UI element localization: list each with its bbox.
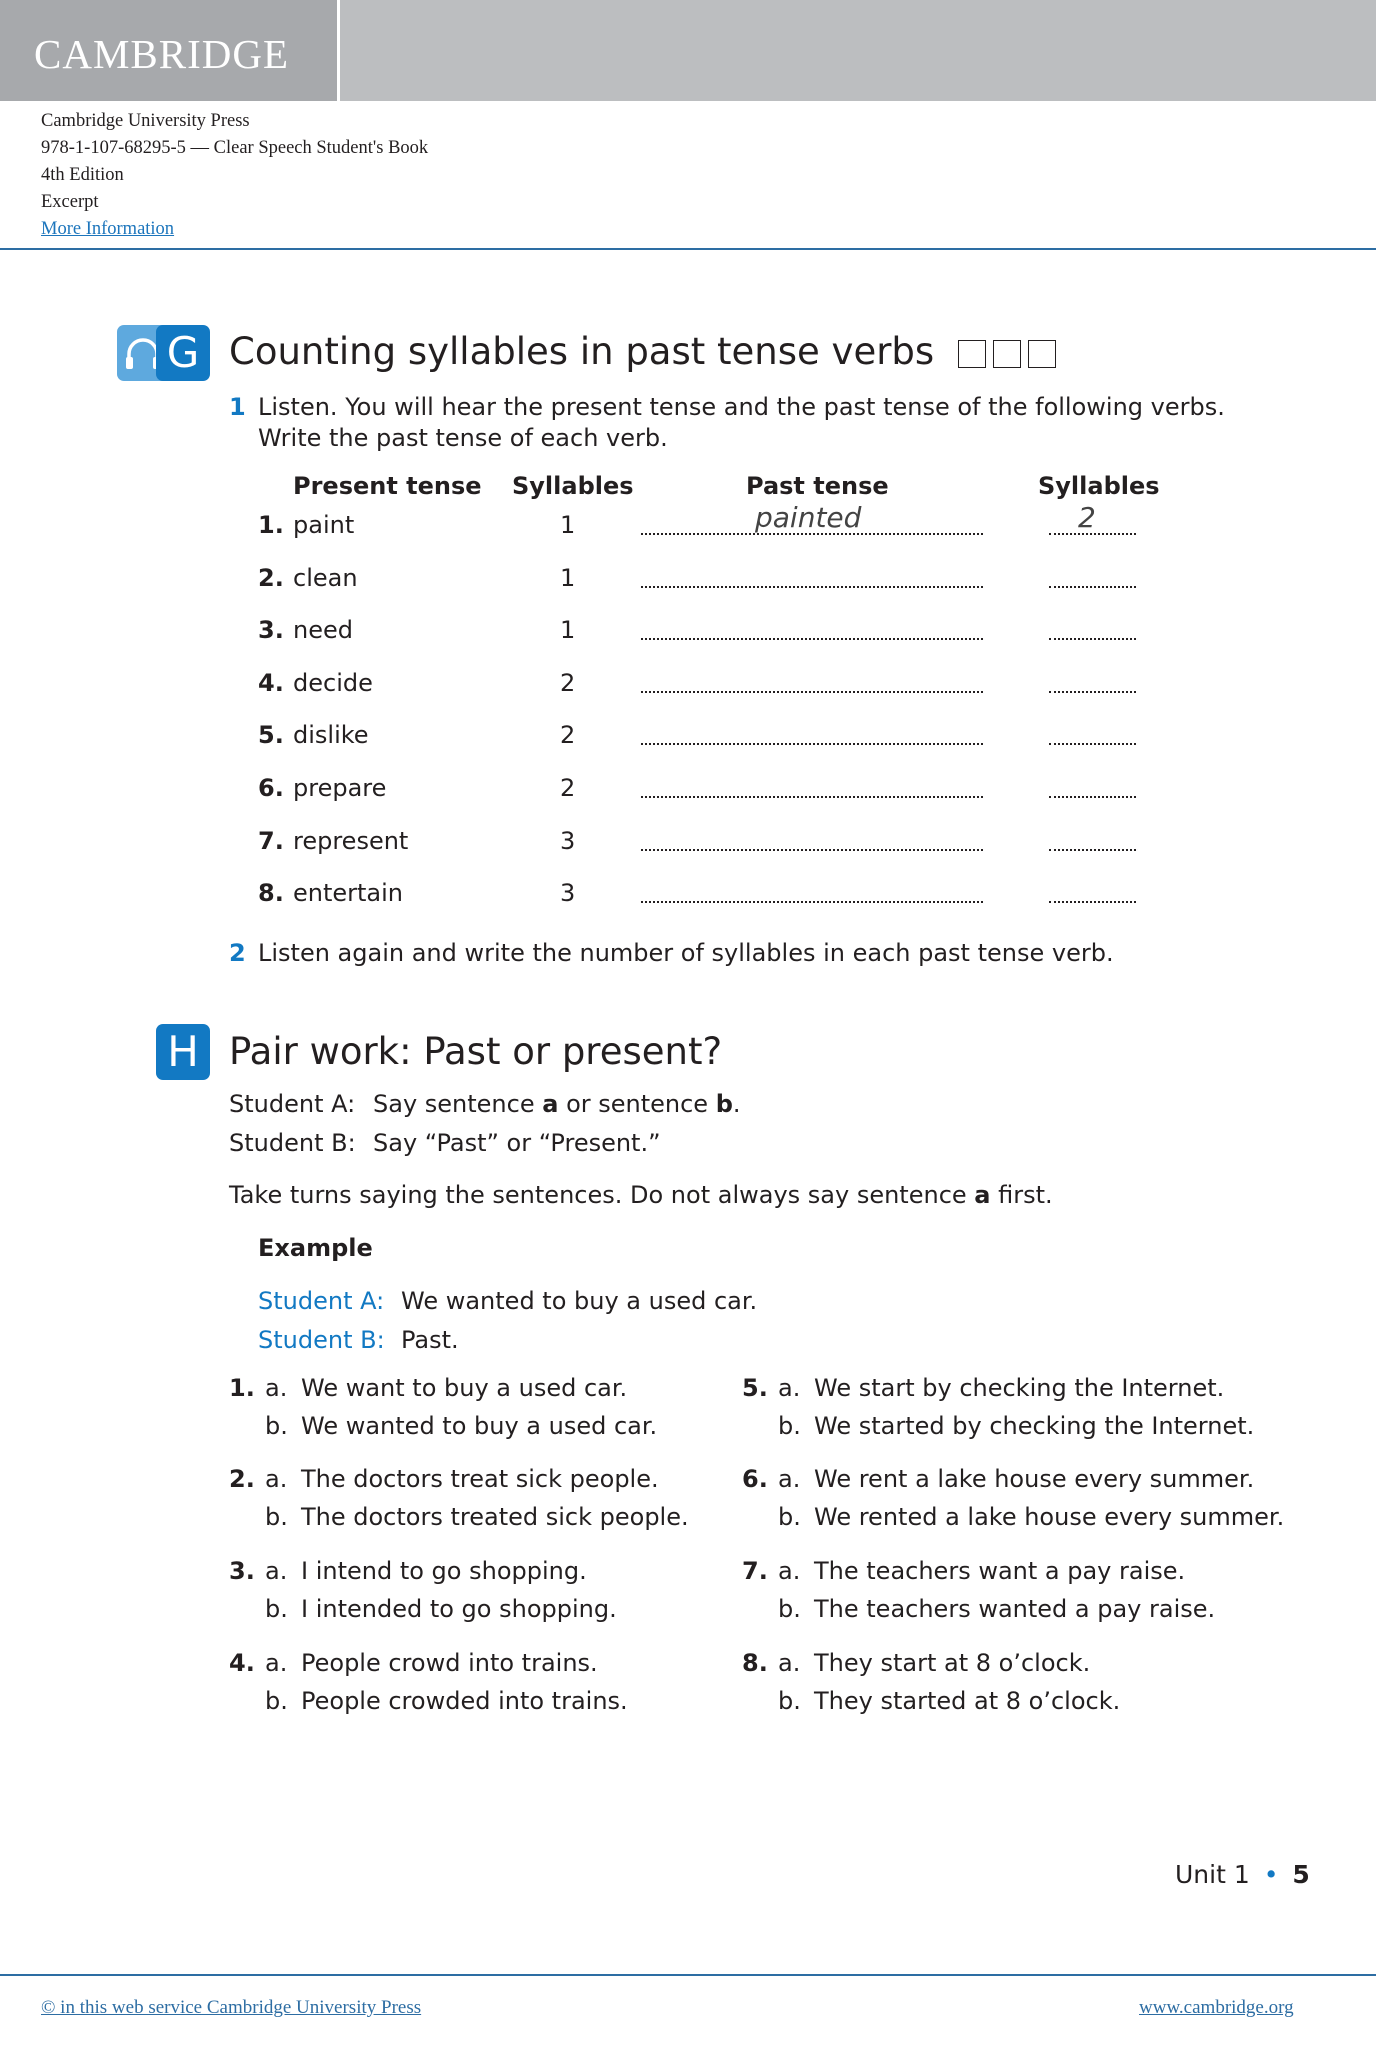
option-a-sentence: I intend to go shopping. [301,1557,587,1585]
example-student-b-label: Student B: [258,1326,385,1354]
past-tense-blank[interactable] [641,796,983,798]
page-number [1175,1860,1310,1889]
option-a-sentence: We start by checking the Internet. [814,1374,1225,1402]
footer-rule [0,1974,1376,1976]
section-g-title-text: Counting syllables in past tense verbs [229,330,935,373]
row-number: 2. [258,564,284,592]
option-a-sentence: They start at 8 o’clock. [814,1649,1091,1677]
copyright [41,1997,421,2019]
option-b-sentence: I intended to go shopping. [301,1595,617,1623]
present-verb: clean [293,564,358,592]
past-syllables-blank[interactable] [1049,901,1136,903]
option-a-letter: a. [265,1374,288,1402]
past-syllables-blank[interactable] [1049,586,1136,588]
row-number: 4. [258,669,284,697]
option-b-letter: b. [265,1503,288,1531]
student-b-instruction: Say “Past” or “Present.” [373,1129,661,1157]
row-number: 3. [258,616,284,644]
option-a-letter: a. [265,1465,288,1493]
bullet-separator: • [1263,1860,1279,1889]
item-number: 4. [229,1649,255,1677]
option-b-letter: b. [778,1595,801,1623]
more-information-link[interactable]: More Information [41,219,175,239]
present-syllables: 3 [560,879,576,907]
option-b-letter: b. [265,1687,288,1715]
header-syllables-2: Syllables [1038,472,1160,500]
past-syllables-answer: 2 [1078,501,1096,534]
row-number: 6. [258,774,284,802]
option-b-letter: b. [265,1595,288,1623]
past-tense-answer: painted [755,501,862,534]
instruction-2: Listen again and write the number of syllables in each past tense verb. [258,939,1114,967]
item-number: 6. [742,1465,768,1493]
row-number: 7. [258,827,284,855]
student-a-instruction: Say sentence a or sentence b. [373,1090,741,1118]
excerpt-label: Excerpt [41,192,99,212]
section-h-badge: H [156,1024,210,1080]
item-number: 3. [229,1557,255,1585]
past-tense-blank[interactable] [641,638,983,640]
option-a-letter: a. [778,1465,801,1493]
option-a-letter: a. [778,1649,801,1677]
item-number: 2. [229,1465,255,1493]
example-student-a-text: We wanted to buy a used car. [401,1287,758,1315]
page-number-value: 5 [1292,1860,1310,1889]
website [1139,1997,1294,2019]
option-b-sentence: People crowded into trains. [301,1687,628,1715]
option-a-letter: a. [778,1374,801,1402]
option-a-letter: a. [778,1557,801,1585]
past-syllables-blank[interactable] [1049,691,1136,693]
past-syllables-blank[interactable] [1049,849,1136,851]
option-a-sentence: People crowd into trains. [301,1649,598,1677]
option-b-sentence: They started at 8 o’clock. [814,1687,1121,1715]
row-number: 1. [258,511,284,539]
option-b-sentence: The doctors treated sick people. [301,1503,689,1531]
present-verb: decide [293,669,373,697]
instruction-1-number: 1 [229,393,246,421]
cambridge-logo: CAMBRIDGE [34,31,290,77]
past-syllables-blank[interactable] [1049,743,1136,745]
instruction-1-line-2: Write the past tense of each verb. [258,424,668,452]
present-syllables: 1 [560,511,576,539]
instruction-2-number: 2 [229,939,246,967]
present-verb: dislike [293,721,369,749]
student-a-label: Student A: [229,1090,356,1118]
present-verb: need [293,616,353,644]
present-syllables: 1 [560,616,576,644]
instruction-1 [258,392,1258,454]
option-b-sentence: We wanted to buy a used car. [301,1412,658,1440]
item-number: 7. [742,1557,768,1585]
website-link[interactable]: www.cambridge.org [1139,1997,1294,2018]
present-syllables: 2 [560,774,576,802]
edition: 4th Edition [41,165,124,185]
option-b-sentence: The teachers wanted a pay raise. [814,1595,1216,1623]
item-number: 1. [229,1374,255,1402]
checkbox-1[interactable] [958,340,986,368]
example-student-b-text: Past. [401,1326,459,1354]
present-syllables: 3 [560,827,576,855]
present-verb: prepare [293,774,387,802]
take-turns-text: Take turns saying the sentences. Do not always say sentence a first. [229,1181,1053,1209]
option-a-sentence: We rent a lake house every summer. [814,1465,1255,1493]
row-number: 8. [258,879,284,907]
option-b-letter: b. [778,1412,801,1440]
section-h-title: Pair work: Past or present? [229,1030,723,1073]
option-a-sentence: The teachers want a pay raise. [814,1557,1186,1585]
header-rule [0,248,1376,250]
present-syllables: 2 [560,721,576,749]
instruction-1-line-1: Listen. You will hear the present tense and the past tense of the following verbs. [258,393,1225,421]
isbn-title: 978-1-107-68295-5 — Clear Speech Student's Book [41,138,429,158]
item-number: 5. [742,1374,768,1402]
student-b-label: Student B: [229,1129,356,1157]
checkbox-3[interactable] [1028,340,1056,368]
past-tense-blank[interactable] [641,849,983,851]
past-syllables-blank[interactable] [1049,638,1136,640]
option-b-letter: b. [265,1412,288,1440]
checkbox-2[interactable] [993,340,1021,368]
item-number: 8. [742,1649,768,1677]
option-a-letter: a. [265,1557,288,1585]
present-syllables: 2 [560,669,576,697]
past-tense-blank[interactable] [641,743,983,745]
example-student-a-label: Student A: [258,1287,385,1315]
option-a-sentence: The doctors treat sick people. [301,1465,659,1493]
unit-label: Unit 1 [1175,1860,1250,1889]
publisher: Cambridge University Press [41,111,250,131]
book-metadata [41,108,428,243]
section-g-badge: G [156,325,210,381]
example-label: Example [258,1234,373,1262]
copyright-link[interactable]: © in this web service Cambridge University Press [41,1997,422,2018]
header-present-tense: Present tense [293,472,482,500]
present-verb: represent [293,827,409,855]
section-g-title [229,330,1056,373]
header-past-tense: Past tense [746,472,889,500]
option-a-letter: a. [265,1649,288,1677]
present-verb: entertain [293,879,404,907]
option-b-letter: b. [778,1687,801,1715]
present-syllables: 1 [560,564,576,592]
logo-divider [337,0,340,101]
row-number: 5. [258,721,284,749]
past-syllables-blank[interactable] [1049,796,1136,798]
option-b-letter: b. [778,1503,801,1531]
option-b-sentence: We started by checking the Internet. [814,1412,1255,1440]
header-syllables: Syllables [512,472,634,500]
option-b-sentence: We rented a lake house every summer. [814,1503,1285,1531]
option-a-sentence: We want to buy a used car. [301,1374,628,1402]
present-verb: paint [293,511,355,539]
past-tense-blank[interactable] [641,901,983,903]
past-tense-blank[interactable] [641,586,983,588]
past-tense-blank[interactable] [641,691,983,693]
